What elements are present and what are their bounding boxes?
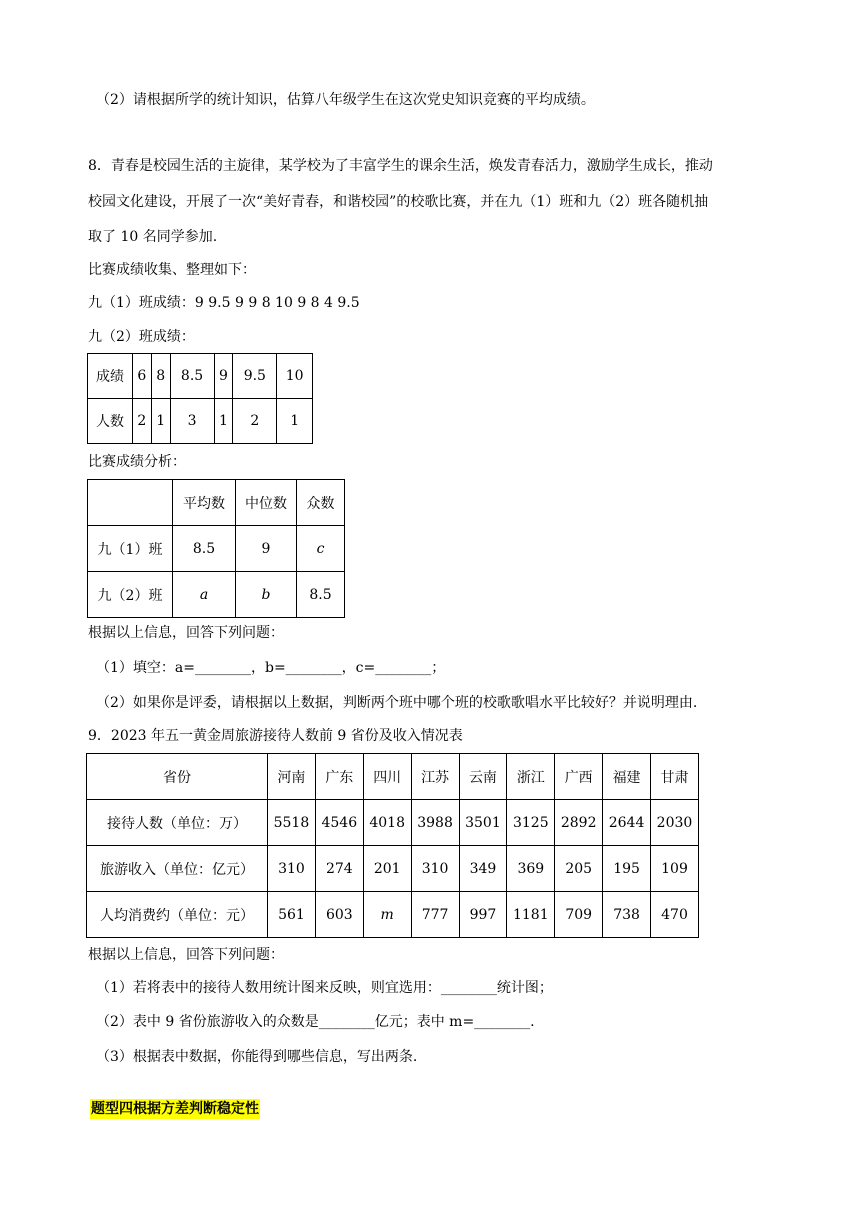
q9-subquestion-2: （2）表中 9 省份旅游收入的众数是________亿元；表中 m=________. <box>96 1014 535 1030</box>
table-cell: 2 <box>233 399 277 444</box>
table-cell: 603 <box>315 892 363 938</box>
q9-subquestion-3: （3）根据表中数据，你能得到哪些信息，写出两条. <box>96 1049 418 1065</box>
q9-subquestion-1: （1）若将表中的接待人数用统计图来反映，则宜选用：________统计图； <box>96 980 553 996</box>
table-cell: 8 <box>151 354 170 399</box>
table-cell: 6 <box>133 354 152 399</box>
table-cell: 1 <box>277 399 313 444</box>
q9-prompt: 根据以上信息，回答下列问题： <box>88 947 284 963</box>
table-cell: 5518 <box>268 800 316 846</box>
table-row <box>87 846 699 892</box>
row-header: 人数 <box>88 399 133 444</box>
table-header-cell: 甘肃 <box>651 754 699 800</box>
table-cell: 997 <box>459 892 507 938</box>
table-header-cell: 江苏 <box>411 754 459 800</box>
q9-tourism-table <box>86 753 699 938</box>
table-cell: 738 <box>603 892 651 938</box>
table-cell: 777 <box>411 892 459 938</box>
table-row <box>88 526 345 572</box>
table-cell: 195 <box>603 846 651 892</box>
table-cell: 3988 <box>411 800 459 846</box>
table-cell: 205 <box>555 846 603 892</box>
q8-analysis-label: 比赛成绩分析： <box>88 454 186 470</box>
table-cell: 1181 <box>507 892 555 938</box>
row-header: 九（1）班 <box>88 526 173 572</box>
table-cell: 3 <box>170 399 214 444</box>
q8-frequency-table <box>87 353 313 444</box>
table-header-cell: 平均数 <box>173 480 236 526</box>
table-header-cell: 云南 <box>459 754 507 800</box>
table-cell: 310 <box>411 846 459 892</box>
table-row <box>88 354 313 399</box>
table-header-cell: 广东 <box>315 754 363 800</box>
table-cell: 4546 <box>315 800 363 846</box>
q8-stem-line1: 8．青春是校园生活的主旋律，某学校为了丰富学生的课余生活，焕发青春活力，激励学生成长，推动 <box>88 158 713 174</box>
table-cell: 201 <box>363 846 411 892</box>
q8-subquestion-2: （2）如果你是评委，请根据以上数据，判断两个班中哪个班的校歌歌唱水平比较好？并说明理由. <box>96 695 698 711</box>
table-cell: 8.5 <box>297 572 345 618</box>
table-header-cell: 众数 <box>297 480 345 526</box>
table-row <box>88 399 313 444</box>
q8-prompt: 根据以上信息，回答下列问题： <box>88 625 284 641</box>
row-header: 九（2）班 <box>88 572 173 618</box>
q8-stem-line3: 取了 10 名同学参加. <box>88 229 218 245</box>
table-row <box>87 892 699 938</box>
table-cell: 9 <box>236 526 297 572</box>
table-cell: 1 <box>214 399 233 444</box>
table-cell: a <box>173 572 236 618</box>
table-header-cell <box>88 480 173 526</box>
table-cell: 9 <box>214 354 233 399</box>
table-cell: 369 <box>507 846 555 892</box>
row-header: 旅游收入（单位：亿元） <box>87 846 268 892</box>
table-cell: 3125 <box>507 800 555 846</box>
table-cell: 10 <box>277 354 313 399</box>
table-cell: 2 <box>133 399 152 444</box>
table-cell: 470 <box>651 892 699 938</box>
table-header-cell: 中位数 <box>236 480 297 526</box>
previous-question-part2: （2）请根据所学的统计知识，估算八年级学生在这次党史知识竞赛的平均成绩。 <box>96 92 595 108</box>
q8-stem-line2: 校园文化建设，开展了一次“美好青春，和谐校园”的校歌比赛，并在九（1）班和九（2）班各随机抽 <box>88 194 709 210</box>
table-header-cell: 四川 <box>363 754 411 800</box>
table-header-cell: 河南 <box>268 754 316 800</box>
table-cell: 709 <box>555 892 603 938</box>
table-cell: 4018 <box>363 800 411 846</box>
table-cell: 9.5 <box>233 354 277 399</box>
table-row <box>87 800 699 846</box>
table-cell: 109 <box>651 846 699 892</box>
table-cell: 2644 <box>603 800 651 846</box>
table-cell: 349 <box>459 846 507 892</box>
table-cell: 2892 <box>555 800 603 846</box>
table-cell: 8.5 <box>173 526 236 572</box>
table-cell: b <box>236 572 297 618</box>
row-header: 接待人数（单位：万） <box>87 800 268 846</box>
table-header-cell: 福建 <box>603 754 651 800</box>
section-heading: 题型四根据方差判断稳定性 <box>91 1101 259 1117</box>
table-row <box>88 480 345 526</box>
table-cell: c <box>297 526 345 572</box>
table-cell: 3501 <box>459 800 507 846</box>
table-cell: 561 <box>268 892 316 938</box>
row-header: 成绩 <box>88 354 133 399</box>
q8-collect-label: 比赛成绩收集、整理如下： <box>88 262 256 278</box>
table-row <box>87 754 699 800</box>
table-cell: 310 <box>268 846 316 892</box>
q8-subquestion-1: （1）填空：a=________，b=________，c=________； <box>96 660 446 676</box>
table-header-cell: 省份 <box>87 754 268 800</box>
row-header: 人均消费约（单位：元） <box>87 892 268 938</box>
q8-class1-scores: 九（1）班成绩：9 9.5 9 9 8 10 9 8 4 9.5 <box>88 295 360 311</box>
table-cell: 274 <box>315 846 363 892</box>
q8-analysis-table <box>87 479 345 618</box>
q8-class2-label: 九（2）班成绩： <box>88 329 195 345</box>
table-row <box>88 572 345 618</box>
q9-title: 9．2023 年五一黄金周旅游接待人数前 9 省份及收入情况表 <box>88 728 463 744</box>
table-header-cell: 广西 <box>555 754 603 800</box>
table-cell: 2030 <box>651 800 699 846</box>
table-header-cell: 浙江 <box>507 754 555 800</box>
table-cell: 1 <box>151 399 170 444</box>
table-cell: m <box>363 892 411 938</box>
table-cell: 8.5 <box>170 354 214 399</box>
